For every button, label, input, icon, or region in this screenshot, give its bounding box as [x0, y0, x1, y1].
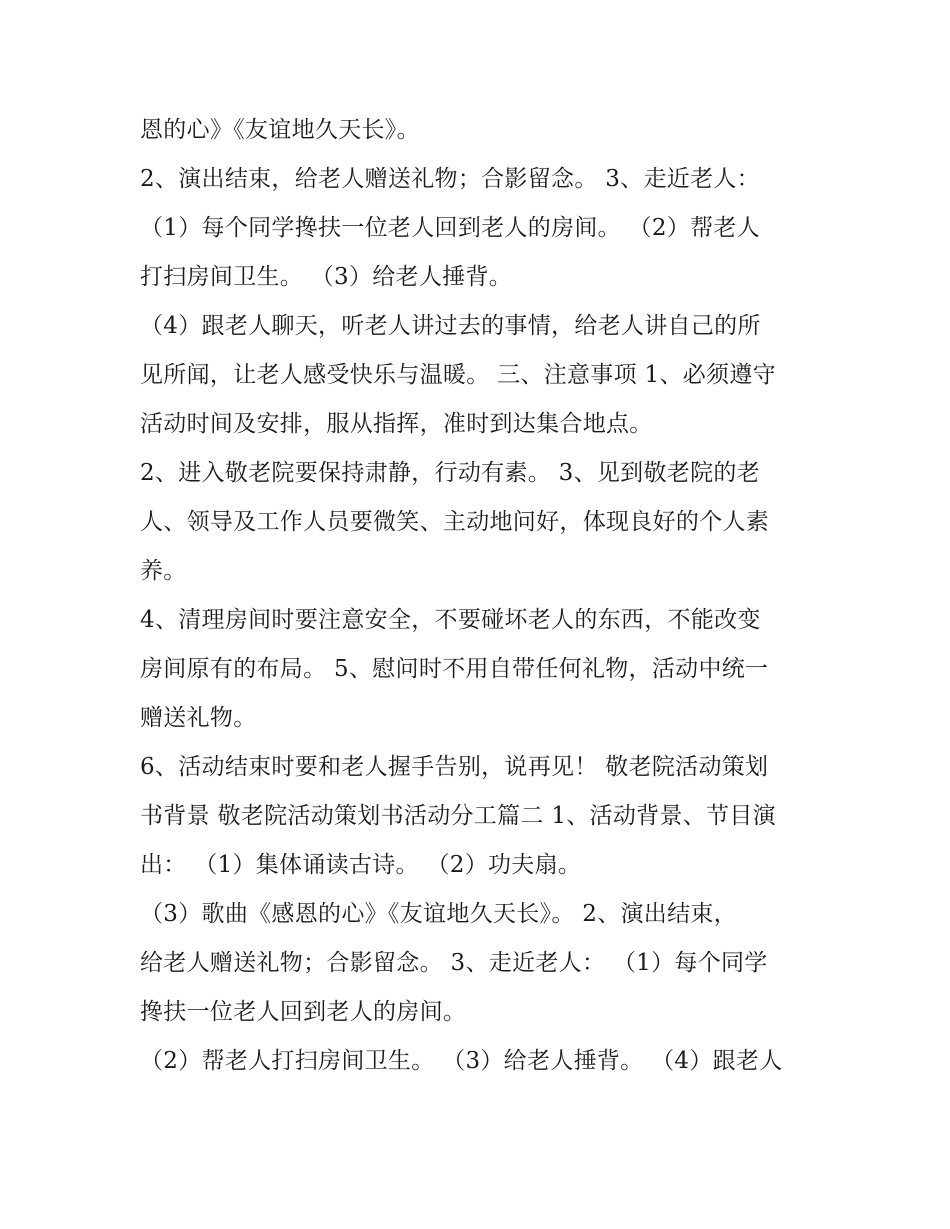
text-line: 6、活动结束时要和老人握手告别，说再见！ 敬老院活动策划: [140, 754, 769, 780]
text-line: 搀扶一位老人回到老人的房间。: [140, 999, 467, 1025]
text-line: 2、演出结束，给老人赠送礼物；合影留念。 3、走近老人：: [140, 166, 760, 192]
document-body: [140, 106, 830, 1086]
text-line: 见所闻，让老人感受快乐与温暖。 三、注意事项 1、必须遵守: [140, 362, 776, 388]
text-line: 书背景 敬老院活动策划书活动分工篇二 1、活动背景、节目演: [140, 803, 776, 829]
text-line: （3）歌曲《感恩的心》《友谊地久天长》。 2、演出结束，: [140, 901, 737, 927]
text-line: 打扫房间卫生。 （3）给老人捶背。: [140, 264, 513, 290]
text-line: （1）每个同学搀扶一位老人回到老人的房间。 （2）帮老人: [140, 215, 760, 241]
text-line: 恩的心》《友谊地久天长》。: [140, 117, 420, 143]
text-line: 人、领导及工作人员要微笑、主动地问好，体现良好的个人素: [140, 509, 770, 535]
text-line: （2）帮老人打扫房间卫生。 （3）给老人捶背。 （4）跟老人: [140, 1048, 783, 1074]
text-line: 养。: [140, 558, 187, 584]
text-line: 活动时间及安排，服从指挥，准时到达集合地点。: [140, 411, 653, 437]
text-line: 给老人赠送礼物；合影留念。 3、走近老人： （1）每个同学: [140, 950, 768, 976]
text-line: 赠送礼物。: [140, 705, 257, 731]
text-line: 出： （1）集体诵读古诗。 （2）功夫扇。: [140, 852, 582, 878]
text-line: 4、清理房间时要注意安全，不要碰坏老人的东西，不能改变: [140, 607, 761, 633]
text-line: 房间原有的布局。 5、慰问时不用自带任何礼物，活动中统一: [140, 656, 769, 682]
text-line: （4）跟老人聊天，听老人讲过去的事情，给老人讲自己的所: [140, 313, 761, 339]
text-line: 2、进入敬老院要保持肃静，行动有素。 3、见到敬老院的老: [140, 460, 760, 486]
